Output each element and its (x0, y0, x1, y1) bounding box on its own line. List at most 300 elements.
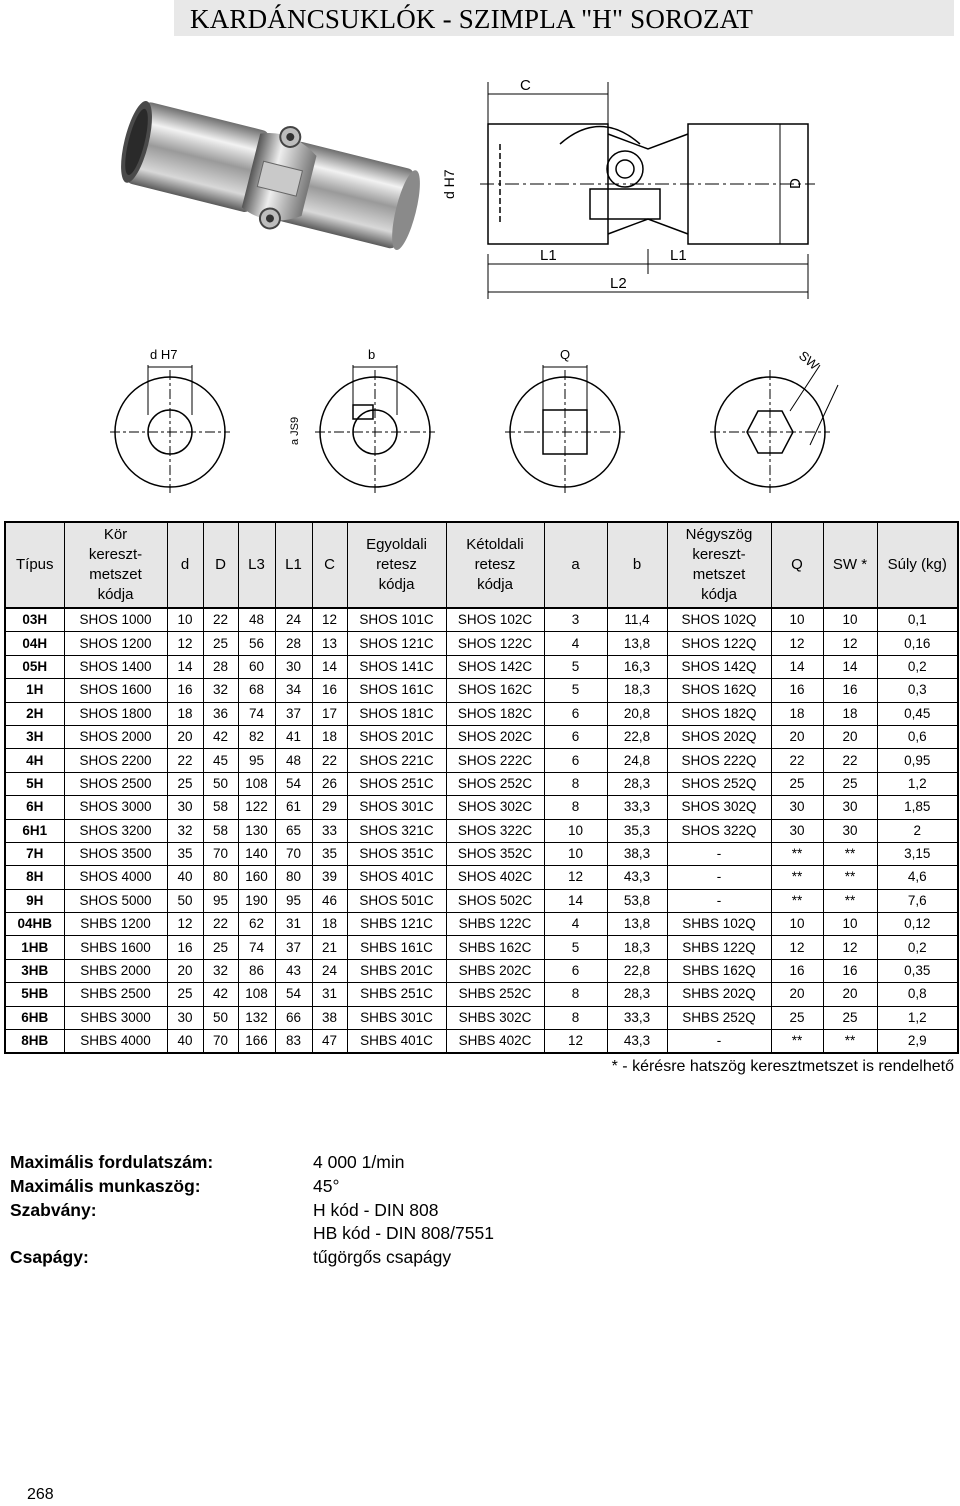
table-cell: 6H (5, 796, 64, 819)
table-cell: 20,8 (607, 702, 667, 725)
table-cell: 74 (238, 702, 275, 725)
table-cell: SHBS 202Q (667, 983, 771, 1006)
table-cell: 82 (238, 725, 275, 748)
table-cell: 108 (238, 983, 275, 1006)
table-cell: 13 (312, 632, 347, 655)
table-cell: 40 (167, 1030, 203, 1054)
table-row (5, 842, 958, 865)
table-cell: 14 (823, 655, 877, 678)
table-cell: ** (771, 1030, 823, 1054)
table-cell: 83 (275, 1030, 312, 1054)
table-cell: SHBS 2500 (64, 983, 167, 1006)
table-cell: SHBS 401C (347, 1030, 446, 1054)
table-cell: SHOS 251C (347, 772, 446, 795)
table-cell: SHBS 252Q (667, 1006, 771, 1029)
table-cell: 1,2 (877, 1006, 958, 1029)
table-cell: 12 (167, 913, 203, 936)
spec-value-max-speed: 4 000 1/min (313, 1152, 405, 1172)
table-cell: 5HB (5, 983, 64, 1006)
table-cell: 26 (312, 772, 347, 795)
table-cell: 10 (823, 608, 877, 632)
table-cell: 43,3 (607, 866, 667, 889)
table-cell: 0,1 (877, 608, 958, 632)
table-cell: - (667, 842, 771, 865)
table-cell: SHOS 302C (446, 796, 544, 819)
table-cell: 25 (167, 772, 203, 795)
table-cell: SHOS 182C (446, 702, 544, 725)
table-cell: 6 (544, 959, 607, 982)
spec-value-standard-h: H kód - DIN 808 (313, 1200, 439, 1220)
table-cell: ** (771, 889, 823, 912)
table-cell: 70 (203, 1030, 238, 1054)
table-cell: SHBS 122Q (667, 936, 771, 959)
table-cell: 2,9 (877, 1030, 958, 1054)
table-cell: 7,6 (877, 889, 958, 912)
table-cell: SHBS 4000 (64, 1030, 167, 1054)
table-cell: SHOS 161C (347, 679, 446, 702)
table-cell: 48 (238, 608, 275, 632)
table-cell: SHOS 2000 (64, 725, 167, 748)
table-cell: 16 (167, 679, 203, 702)
column-header: Súly (kg) (877, 522, 958, 608)
table-cell: SHBS 162Q (667, 959, 771, 982)
table-cell: 8 (544, 796, 607, 819)
table-cell: - (667, 889, 771, 912)
table-cell: 0,45 (877, 702, 958, 725)
table-cell: SHOS 202Q (667, 725, 771, 748)
table-cell: SHBS 162C (446, 936, 544, 959)
table-cell: 22 (823, 749, 877, 772)
table-cell: 0,12 (877, 913, 958, 936)
table-cell: 18 (823, 702, 877, 725)
table-cell: 61 (275, 796, 312, 819)
table-cell: 18 (771, 702, 823, 725)
table-cell: 34 (275, 679, 312, 702)
table-row (5, 655, 958, 678)
column-header: Négyszög kereszt- metszet kódja (667, 522, 771, 608)
label-L1-left: L1 (540, 247, 557, 264)
label-Q: Q (560, 347, 571, 362)
table-cell: 36 (203, 702, 238, 725)
table-body (5, 608, 958, 1053)
table-cell: 22,8 (607, 959, 667, 982)
table-cell: 18 (167, 702, 203, 725)
table-cell: 30 (771, 819, 823, 842)
table-cell: 41 (275, 725, 312, 748)
table-cell: 11,4 (607, 608, 667, 632)
table-cell: 31 (275, 913, 312, 936)
table-cell: 66 (275, 1006, 312, 1029)
table-cell: 1,85 (877, 796, 958, 819)
table-cell: 28 (203, 655, 238, 678)
table-cell: 30 (823, 796, 877, 819)
table-cell: 12 (312, 608, 347, 632)
table-cell: SHOS 121C (347, 632, 446, 655)
table-cell: 16,3 (607, 655, 667, 678)
table-cell: 46 (312, 889, 347, 912)
table-cell: ** (823, 866, 877, 889)
column-header: SW * (823, 522, 877, 608)
table-cell: 132 (238, 1006, 275, 1029)
table-cell: 68 (238, 679, 275, 702)
table-cell: SHBS 251C (347, 983, 446, 1006)
table-cell: ** (823, 842, 877, 865)
table-cell: SHOS 502C (446, 889, 544, 912)
table-cell: 166 (238, 1030, 275, 1054)
table-cell: 50 (203, 1006, 238, 1029)
spec-value-standard-hb: HB kód - DIN 808/7551 (313, 1223, 494, 1243)
table-cell: 10 (771, 913, 823, 936)
footnote: * - kérésre hatszög keresztmetszet is rendelhető (611, 1058, 954, 1075)
table-cell: SHBS 161C (347, 936, 446, 959)
table-row (5, 725, 958, 748)
table-cell: 25 (203, 936, 238, 959)
table-cell: 80 (275, 866, 312, 889)
table-cell: 22 (771, 749, 823, 772)
table-cell: SHOS 301C (347, 796, 446, 819)
table-cell: 1,2 (877, 772, 958, 795)
table-header-row (5, 522, 958, 608)
table-cell: 22 (203, 608, 238, 632)
table-row (5, 702, 958, 725)
table-cell: 54 (275, 772, 312, 795)
table-cell: SHBS 1600 (64, 936, 167, 959)
table-cell: 8 (544, 772, 607, 795)
table-cell: 5 (544, 679, 607, 702)
table-cell: 30 (167, 796, 203, 819)
table-cell: 53,8 (607, 889, 667, 912)
table-cell: 16 (823, 679, 877, 702)
table-cell: ** (771, 842, 823, 865)
table-cell: 35 (167, 842, 203, 865)
table-cell: 8H (5, 866, 64, 889)
table-cell: 14 (312, 655, 347, 678)
table-cell: 0,95 (877, 749, 958, 772)
column-header: L3 (238, 522, 275, 608)
table-cell: 20 (823, 983, 877, 1006)
table-row (5, 913, 958, 936)
table-cell: 48 (275, 749, 312, 772)
table-row (5, 959, 958, 982)
table-cell: 95 (275, 889, 312, 912)
table-cell: 21 (312, 936, 347, 959)
table-cell: 35 (312, 842, 347, 865)
spec-table (4, 521, 959, 1054)
table-cell: SHOS 122C (446, 632, 544, 655)
table-cell: 28,3 (607, 983, 667, 1006)
table-cell: 10 (544, 842, 607, 865)
label-dH7-section: d H7 (150, 347, 178, 362)
table-cell: SHOS 122Q (667, 632, 771, 655)
table-cell: SHOS 302Q (667, 796, 771, 819)
table-cell: SHOS 401C (347, 866, 446, 889)
table-row (5, 749, 958, 772)
spec-value-bearing: tűgörgős csapágy (313, 1247, 452, 1267)
table-cell: SHOS 1800 (64, 702, 167, 725)
table-cell: SHOS 1600 (64, 679, 167, 702)
table-cell: SHOS 1000 (64, 608, 167, 632)
table-cell: 12 (823, 936, 877, 959)
table-cell: 4 (544, 913, 607, 936)
column-header: d (167, 522, 203, 608)
spec-label-standard: Szabvány: (10, 1200, 97, 1220)
table-cell: 8 (544, 1006, 607, 1029)
table-cell: 2 (877, 819, 958, 842)
table-cell: 6 (544, 702, 607, 725)
table-cell: 190 (238, 889, 275, 912)
cross-section-drawings (100, 345, 840, 495)
table-cell: SHBS 1200 (64, 913, 167, 936)
table-cell: SHOS 102Q (667, 608, 771, 632)
table-cell: 42 (203, 725, 238, 748)
table-cell: 22 (203, 913, 238, 936)
table-cell: 04H (5, 632, 64, 655)
table-cell: SHBS 402C (446, 1030, 544, 1054)
page-title: KARDÁNCSUKLÓK - SZIMPLA "H" SOROZAT (190, 4, 754, 34)
table-cell: SHBS 301C (347, 1006, 446, 1029)
table-cell: SHOS 321C (347, 819, 446, 842)
table-cell: SHOS 351C (347, 842, 446, 865)
table-cell: 38,3 (607, 842, 667, 865)
table-cell: SHBS 202C (446, 959, 544, 982)
table-cell: 3HB (5, 959, 64, 982)
spec-value-max-angle: 45° (313, 1176, 340, 1196)
table-cell: 108 (238, 772, 275, 795)
table-cell: 30 (771, 796, 823, 819)
table-cell: 25 (771, 772, 823, 795)
table-cell: 5H (5, 772, 64, 795)
label-b: b (368, 347, 376, 362)
table-cell: SHBS 201C (347, 959, 446, 982)
table-cell: 25 (203, 632, 238, 655)
table-cell: 56 (238, 632, 275, 655)
table-cell: 29 (312, 796, 347, 819)
table-cell: 122 (238, 796, 275, 819)
table-cell: SHOS 2200 (64, 749, 167, 772)
table-cell: 32 (167, 819, 203, 842)
table-cell: 43,3 (607, 1030, 667, 1054)
table-cell: 16 (771, 679, 823, 702)
table-cell: SHOS 252C (446, 772, 544, 795)
spec-label-max-angle: Maximális munkaszög: (10, 1176, 201, 1196)
table-cell: SHOS 222Q (667, 749, 771, 772)
table-cell: 4 (544, 632, 607, 655)
table-cell: 8HB (5, 1030, 64, 1054)
table-cell: 140 (238, 842, 275, 865)
table-cell: 05H (5, 655, 64, 678)
table-cell: 95 (238, 749, 275, 772)
table-cell: 3 (544, 608, 607, 632)
table-cell: SHOS 162C (446, 679, 544, 702)
table-cell: 58 (203, 796, 238, 819)
table-cell: 5 (544, 655, 607, 678)
table-cell: 50 (203, 772, 238, 795)
label-C: C (520, 77, 531, 94)
table-cell: 04HB (5, 913, 64, 936)
table-row (5, 1030, 958, 1054)
table-cell: 1H (5, 679, 64, 702)
table-cell: SHOS 2500 (64, 772, 167, 795)
table-cell: 20 (167, 959, 203, 982)
table-cell: 13,8 (607, 632, 667, 655)
column-header: b (607, 522, 667, 608)
table-cell: 30 (167, 1006, 203, 1029)
table-cell: 74 (238, 936, 275, 959)
table-cell: SHOS 501C (347, 889, 446, 912)
table-cell: 14 (167, 655, 203, 678)
table-cell: 42 (203, 983, 238, 1006)
table-cell: 0,16 (877, 632, 958, 655)
table-row (5, 889, 958, 912)
table-cell: 54 (275, 983, 312, 1006)
table-cell: SHOS 142C (446, 655, 544, 678)
table-cell: 60 (238, 655, 275, 678)
table-cell: 0,6 (877, 725, 958, 748)
table-cell: SHOS 3000 (64, 796, 167, 819)
table-cell: SHOS 181C (347, 702, 446, 725)
column-header: Egyoldali retesz kódja (347, 522, 446, 608)
column-header: Kör kereszt- metszet kódja (64, 522, 167, 608)
table-cell: 33 (312, 819, 347, 842)
table-cell: SHOS 102C (446, 608, 544, 632)
table-cell: SHOS 1400 (64, 655, 167, 678)
table-cell: 17 (312, 702, 347, 725)
table-cell: 14 (771, 655, 823, 678)
table-cell: - (667, 866, 771, 889)
table-cell: 32 (203, 679, 238, 702)
label-L2: L2 (610, 275, 627, 292)
table-cell: 25 (823, 772, 877, 795)
table-cell: 25 (771, 1006, 823, 1029)
table-cell: 14 (544, 889, 607, 912)
table-row (5, 866, 958, 889)
table-cell: SHOS 221C (347, 749, 446, 772)
table-cell: 16 (167, 936, 203, 959)
table-cell: 130 (238, 819, 275, 842)
table-cell: 12 (167, 632, 203, 655)
table-cell: SHOS 222C (446, 749, 544, 772)
label-L1-right: L1 (670, 247, 687, 264)
column-header: L1 (275, 522, 312, 608)
table-cell: 18 (312, 913, 347, 936)
table-cell: 24 (312, 959, 347, 982)
spec-label-max-speed: Maximális fordulatszám: (10, 1152, 214, 1172)
table-cell: 16 (771, 959, 823, 982)
table-cell: 95 (203, 889, 238, 912)
table-row (5, 1006, 958, 1029)
column-header: a (544, 522, 607, 608)
table-cell: SHOS 201C (347, 725, 446, 748)
table-cell: 20 (771, 725, 823, 748)
table-cell: ** (771, 866, 823, 889)
table-cell: 7H (5, 842, 64, 865)
table-cell: 33,3 (607, 796, 667, 819)
table-cell: 0,2 (877, 936, 958, 959)
table-cell: 70 (275, 842, 312, 865)
table-cell: 5 (544, 936, 607, 959)
side-view-drawing (440, 74, 820, 304)
table-cell: 22 (312, 749, 347, 772)
table-cell: SHOS 101C (347, 608, 446, 632)
table-cell: 86 (238, 959, 275, 982)
table-cell: 10 (771, 608, 823, 632)
table-cell: 38 (312, 1006, 347, 1029)
table-cell: 20 (823, 725, 877, 748)
table-cell: 12 (544, 866, 607, 889)
table-row (5, 936, 958, 959)
table-cell: 8 (544, 983, 607, 1006)
label-D: D (787, 178, 804, 189)
table-cell: SHOS 5000 (64, 889, 167, 912)
table-cell: SHOS 1200 (64, 632, 167, 655)
table-cell: 03H (5, 608, 64, 632)
table-row (5, 796, 958, 819)
table-cell: 65 (275, 819, 312, 842)
table-cell: SHOS 162Q (667, 679, 771, 702)
table-cell: 12 (771, 936, 823, 959)
table-cell: 10 (823, 913, 877, 936)
table-cell: 6HB (5, 1006, 64, 1029)
table-row (5, 819, 958, 842)
table-cell: 16 (312, 679, 347, 702)
table-cell: SHOS 182Q (667, 702, 771, 725)
table-cell: 35,3 (607, 819, 667, 842)
table-cell: 1HB (5, 936, 64, 959)
table-cell: ** (823, 1030, 877, 1054)
table-cell: 50 (167, 889, 203, 912)
table-cell: 30 (275, 655, 312, 678)
table-cell: 12 (823, 632, 877, 655)
table-cell: SHBS 121C (347, 913, 446, 936)
table-row (5, 772, 958, 795)
table-cell: 80 (203, 866, 238, 889)
table-cell: 25 (167, 983, 203, 1006)
table-cell: SHBS 102Q (667, 913, 771, 936)
table-cell: SHBS 302C (446, 1006, 544, 1029)
table-cell: SHOS 3500 (64, 842, 167, 865)
table-cell: 24,8 (607, 749, 667, 772)
column-header: Q (771, 522, 823, 608)
table-cell: 20 (167, 725, 203, 748)
table-cell: 18,3 (607, 936, 667, 959)
table-cell: 6H1 (5, 819, 64, 842)
table-cell: SHOS 252Q (667, 772, 771, 795)
table-cell: 45 (203, 749, 238, 772)
universal-joint-photo (108, 85, 428, 285)
table-cell: 3,15 (877, 842, 958, 865)
table-cell: 3H (5, 725, 64, 748)
table-cell: ** (823, 889, 877, 912)
table-cell: SHBS 252C (446, 983, 544, 1006)
table-cell: 58 (203, 819, 238, 842)
table-cell: 0,35 (877, 959, 958, 982)
table-cell: 4H (5, 749, 64, 772)
table-cell: 6 (544, 725, 607, 748)
table-cell: 20 (771, 983, 823, 1006)
table-cell: SHOS 142Q (667, 655, 771, 678)
table-cell: 31 (312, 983, 347, 1006)
table-cell: 70 (203, 842, 238, 865)
table-row (5, 632, 958, 655)
table-cell: 62 (238, 913, 275, 936)
table-cell: 37 (275, 936, 312, 959)
column-header: D (203, 522, 238, 608)
table-cell: 160 (238, 866, 275, 889)
table-cell: 47 (312, 1030, 347, 1054)
column-header: C (312, 522, 347, 608)
table-cell: SHOS 3200 (64, 819, 167, 842)
table-cell: 24 (275, 608, 312, 632)
